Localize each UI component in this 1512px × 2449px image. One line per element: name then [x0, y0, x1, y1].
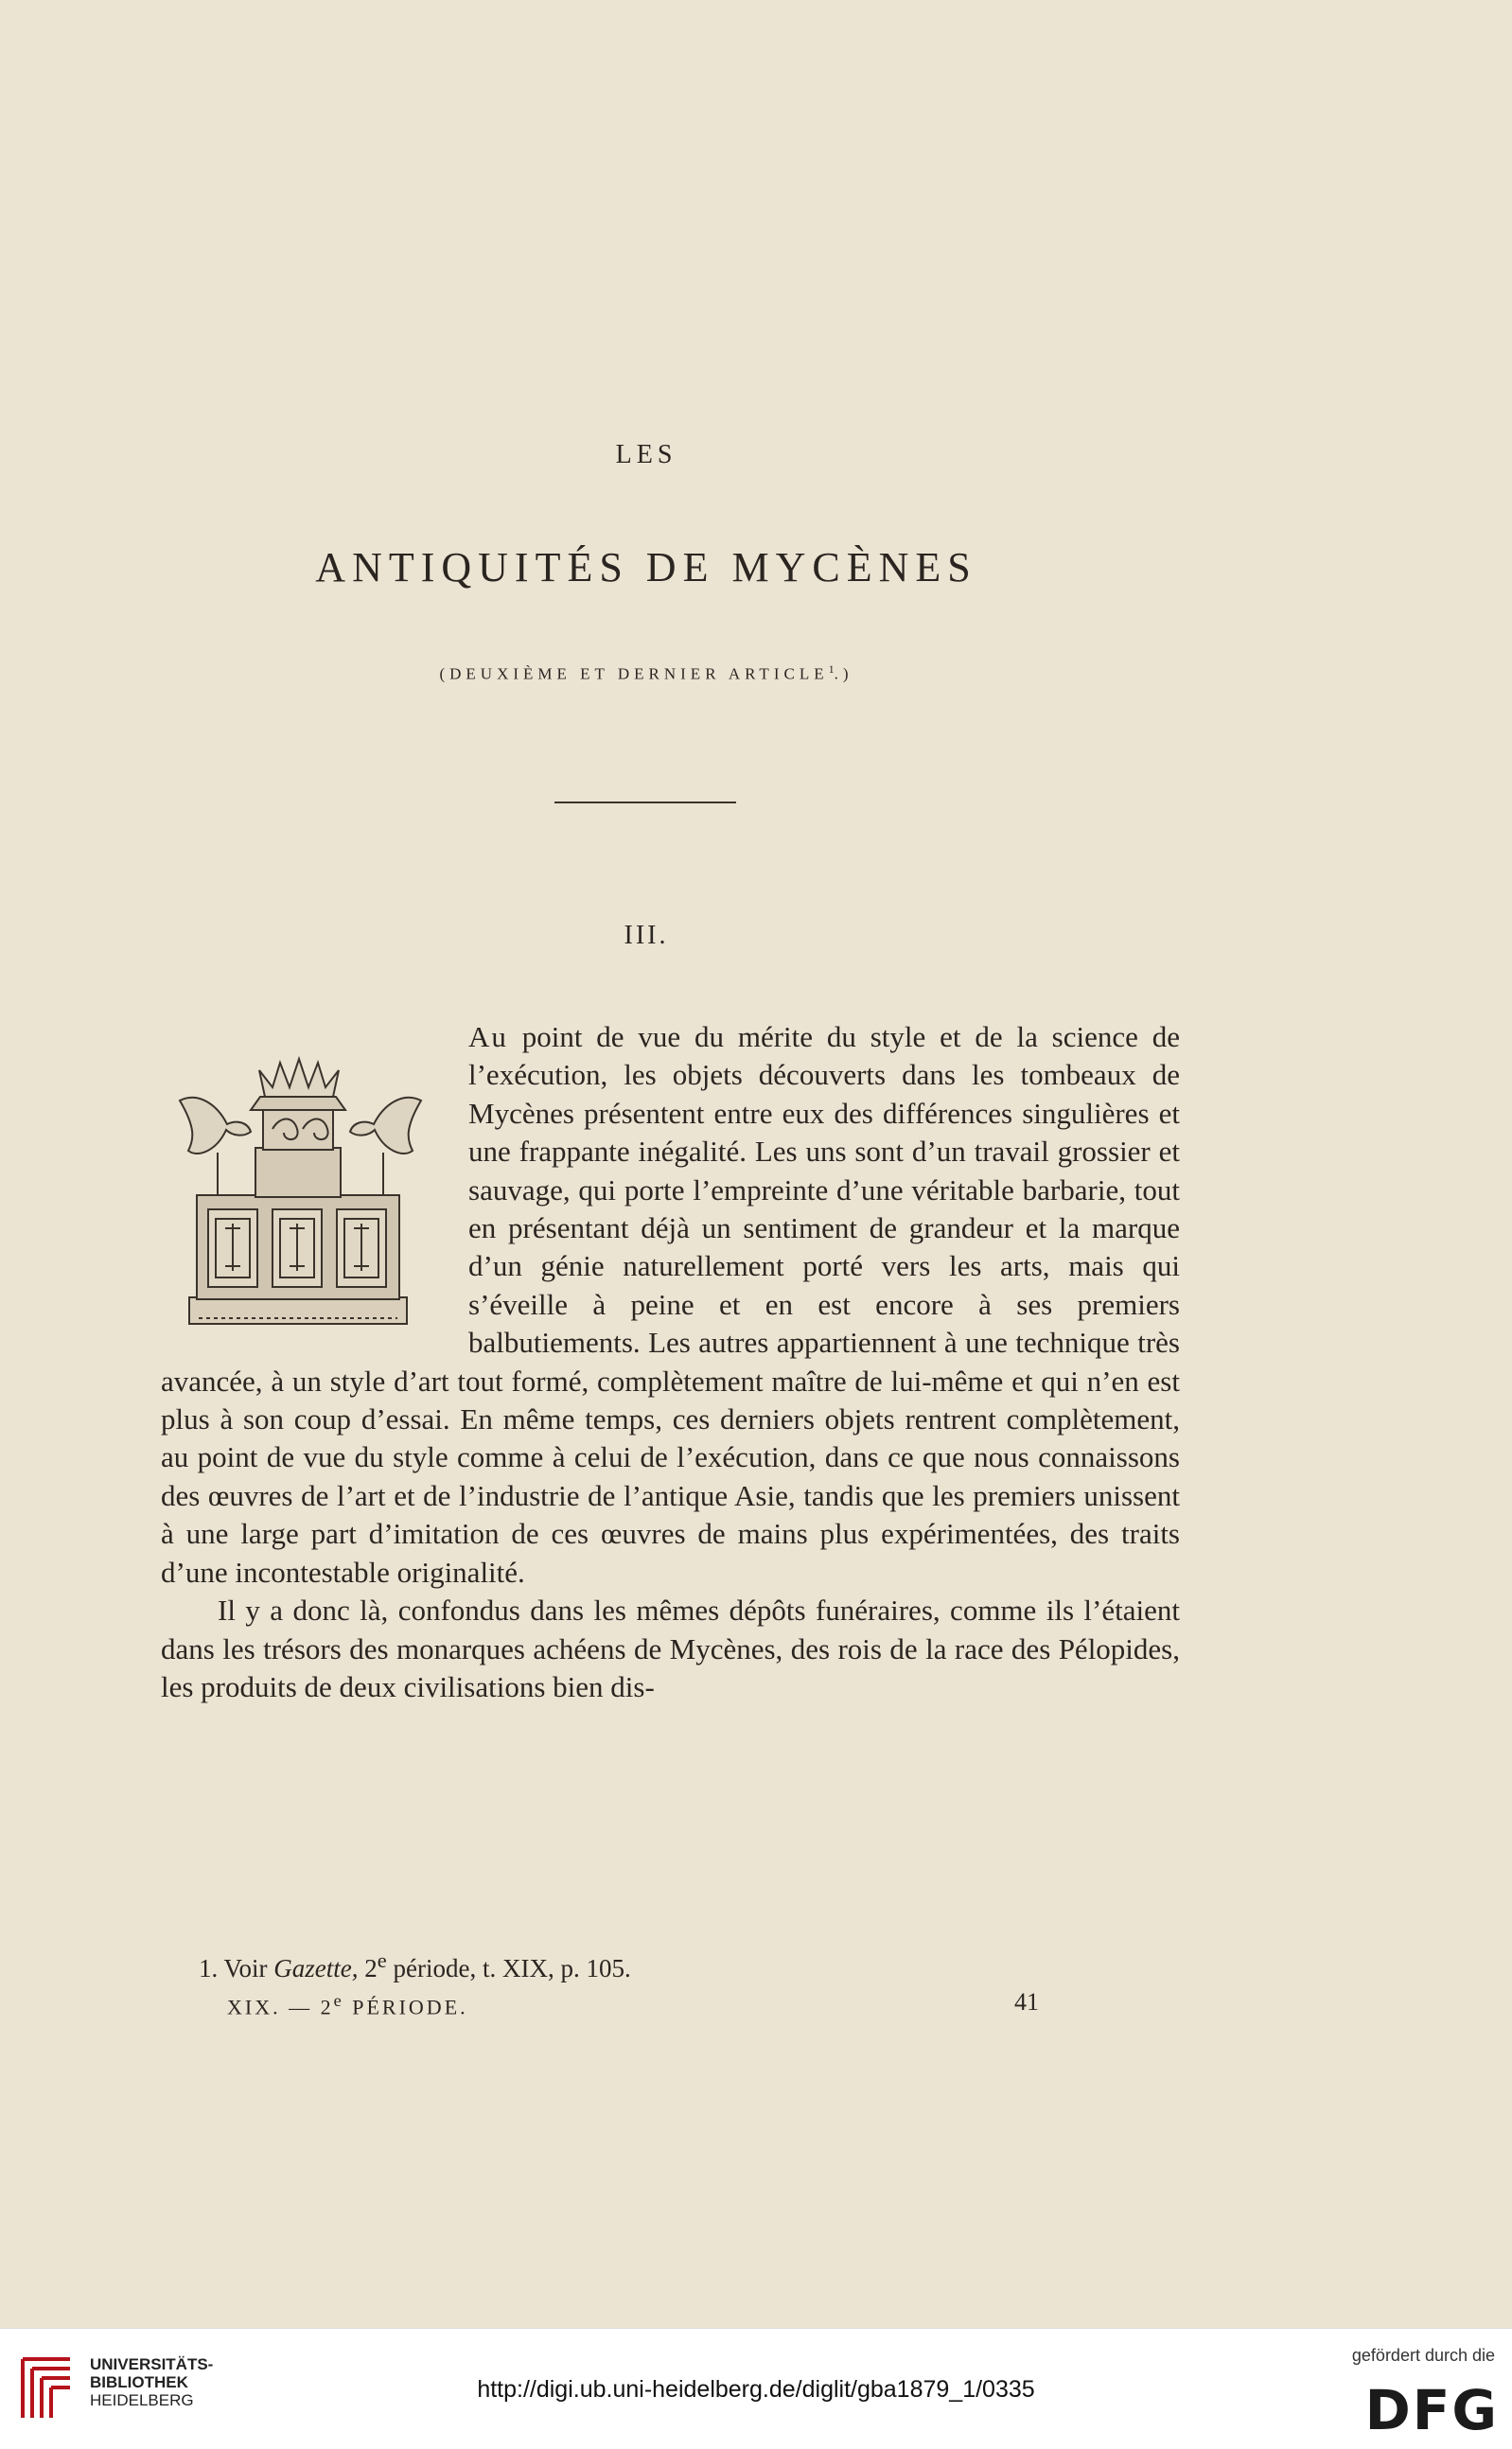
dropcap: Au: [468, 1020, 508, 1053]
footnote-journal: Gazette,: [273, 1954, 359, 1982]
title-rule: [554, 802, 736, 803]
page-number: 41: [1014, 1988, 1039, 2016]
shrine-figure: [161, 1018, 459, 1361]
section-number: III.: [624, 921, 669, 950]
source-url[interactable]: http://digi.ub.uni-heidelberg.de/diglit/gba1879_1/0335: [477, 2376, 1035, 2403]
dfg-logo[interactable]: DFG: [1364, 2378, 1499, 2442]
funded-by-label: gefördert durch die: [1351, 2346, 1495, 2365]
library-line-3: HEIDELBERG: [90, 2391, 194, 2409]
article-subtitle: [0, 662, 1292, 684]
runner-sup: e: [333, 1991, 344, 2010]
footnote: [199, 1948, 631, 1983]
runner-volume: XIX. — 2: [227, 1995, 334, 2019]
subtitle-close: .): [834, 664, 853, 683]
footnote-period-sup: e: [377, 1948, 387, 1972]
footnote-period: 2: [364, 1954, 378, 1982]
title-prefix: LES: [615, 440, 677, 469]
running-footer: [227, 1991, 468, 2019]
library-line-2: BIBLIOTHEK: [90, 2373, 188, 2391]
mycenaean-gold-shrine-illustration-icon: [161, 1034, 440, 1356]
paragraph-1-text: point de vue du mérite du style et de la science de l’exécution, les objets découverts dans les tombeaux de Mycènes présentent entre eux des différences singulières et une frappante inégalité. Les uns sont d’un travail grossier et sauvage, qui porte l’empreinte d’une véritable barbarie, tout en présentant déjà un sentiment de grandeur et la marque d’un génie naturellement porté vers les arts, mais qui s’éveille à peine et en est encore à ses premiers balbutiements. Les autres appartiennent à une technique très avancée, à un style d’art tout formé, complètement maître de lui-même et qui n’en est plus à son coup d’essai. En même temps, ces derniers objets rentrent complètement, au point de vue du style comme à celui de l’exécution, dans ce que nous connaissons des œuvres de l’art et de l’industrie de l’antique Asie, tandis que les premiers unissent à une large part d’imitation de ces œuvres de mains plus expérimentées, des traits d’une incontestable originalité.: [161, 1020, 1180, 1589]
footnote-voir: Voir: [223, 1954, 268, 1982]
footnote-reference: période, t. XIX, p. 105.: [393, 1954, 631, 1982]
runner-period: PÉRIODE.: [352, 1995, 468, 2019]
paragraph-2: Il y a donc là, confondus dans les mêmes dépôts funéraires, comme ils l’étaient dans les trésors des monarques achéens de Mycènes, des rois de la race des Pélopides, les produits de deux civilisations bien dis-: [161, 1594, 1180, 1703]
article-body: [161, 1018, 1180, 1706]
article-title: ANTIQUITÉS DE MYCÈNES: [315, 544, 977, 590]
subtitle-footnote-mark: 1: [828, 662, 835, 676]
subtitle-text: (DEUXIÈME ET DERNIER ARTICLE: [439, 664, 829, 683]
digitization-footer: [0, 2328, 1512, 2449]
library-line-1: UNIVERSITÄTS-: [90, 2355, 214, 2373]
footnote-number: 1.: [199, 1954, 219, 1982]
